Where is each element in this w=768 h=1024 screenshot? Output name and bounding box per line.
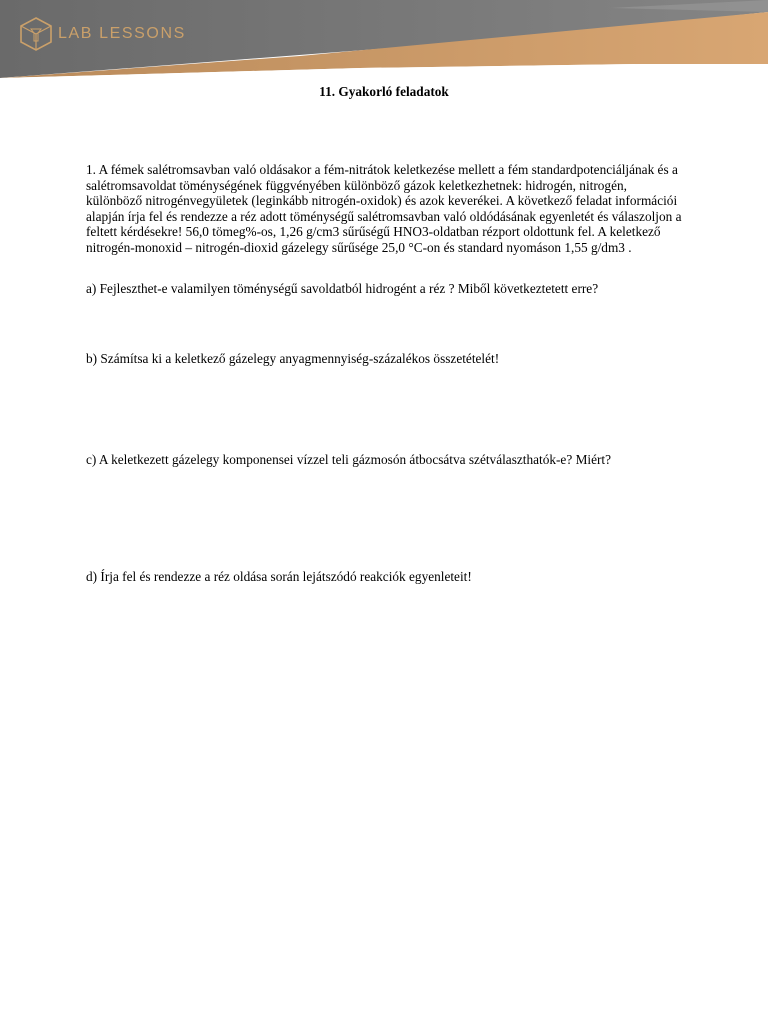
question-a: a) Fejleszthet-e valamilyen töménységű savoldatból hidrogént a réz ? Miből következtetett erre?	[86, 281, 599, 296]
page-header-banner	[0, 0, 768, 82]
page-title: 11. Gyakorló feladatok	[319, 84, 449, 99]
question-b: b) Számítsa ki a keletkező gázelegy anyagmennyiség-százalékos összetételét!	[86, 351, 500, 366]
logo-cube-icon	[20, 17, 52, 51]
problem-statement: 1. A fémek salétromsavban való oldásakor a fém-nitrátok keletkezése mellett a fém standardpotenciáljának és a salétromsavoldat töménységének függvényében különböző gázok keletkezhetnek: hidrogén, nitrogén, különböző nitrogénvegyületek (leginkább nitrogén-oxidok) és azok keverékei. A következő feladat információi alapján írja fel és rendezze a réz adott töménységű salétromsavban való oldódásának egyenletét és válaszoljon a feltett kérdésekre! 56,0 tömeg%-os, 1,26 g/cm3 sűrűségű HNO3-oldatban rézport oldottunk fel. A keletkező nitrogén-monoxid – nitrogén-dioxid gázelegy sűrűsége 25,0 °C-on és standard nyomáson 1,55 g/dm3 .	[86, 162, 682, 255]
brand-logo	[20, 16, 186, 52]
question-c: c) A keletkezett gázelegy komponensei vízzel teli gázmosón átbocsátva szétválaszthatók-e? Miért?	[86, 452, 612, 467]
logo-wordmark: LAB LESSONS	[58, 25, 186, 42]
question-d: d) Írja fel és rendezze a réz oldása során lejátszódó reakciók egyenleteit!	[86, 569, 472, 584]
